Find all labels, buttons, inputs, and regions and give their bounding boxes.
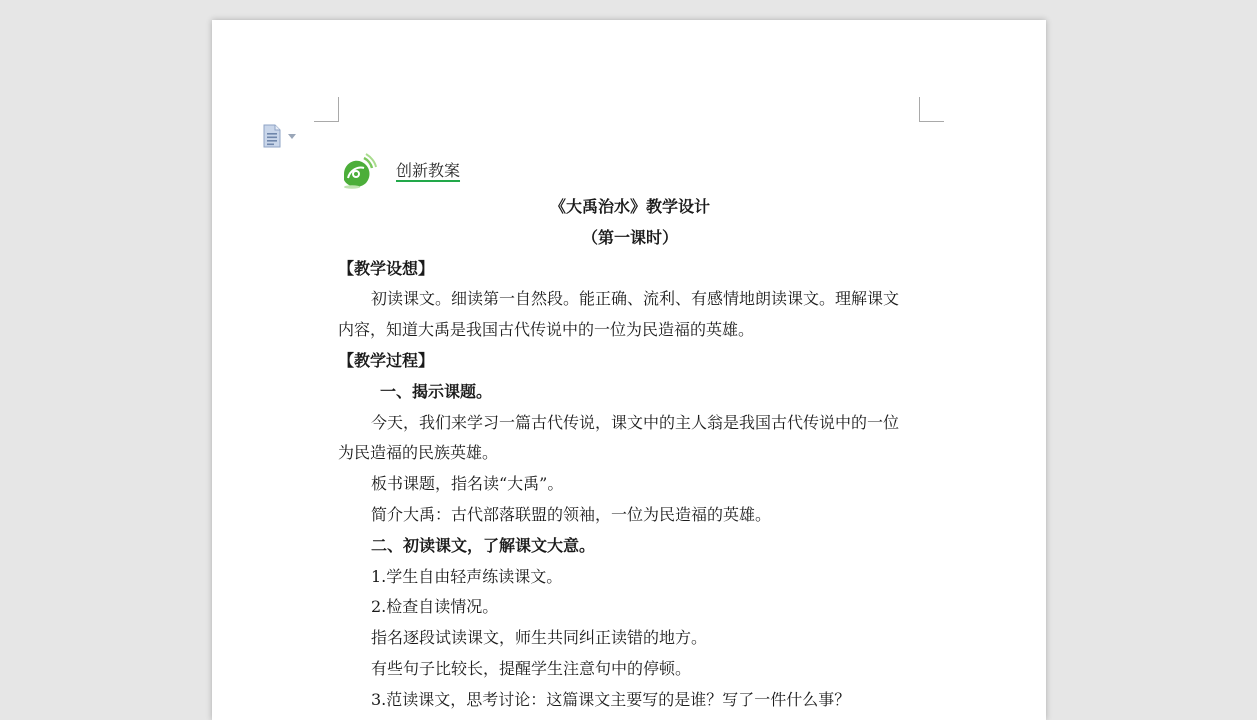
list-item: 2.检查自读情况。 (371, 597, 499, 617)
paste-options-button[interactable] (262, 124, 304, 148)
paragraph-line: 有些句子比较长，提醒学生注意句中的停顿。 (371, 658, 692, 678)
step-heading-1: 一、揭示课题。 (380, 381, 493, 401)
header-logo-row (338, 152, 922, 192)
paragraph-line: 板书课题，指名读“大禹”。 (371, 474, 564, 494)
document-content[interactable] (338, 152, 922, 716)
paragraph-line: 内容，知道大禹是我国古代传说中的一位为民造福的英雄。 (338, 320, 755, 340)
green-leaf-logo-icon (338, 152, 378, 192)
document-subtitle: （第一课时） (581, 227, 678, 247)
paragraph-line: 今天，我们来学习一篇古代传说，课文中的主人翁是我国古代传说中的一位 (371, 412, 900, 432)
document-icon (262, 124, 282, 148)
list-item: 3.范读课文，思考讨论：这篇课文主要写的是谁？写了一件什么事？ (371, 689, 851, 709)
paragraph-line: 简介大禹：古代部落联盟的领袖，一位为民造福的英雄。 (371, 504, 772, 524)
chevron-down-icon (288, 134, 296, 139)
brand-name[interactable]: 创新教案 (396, 160, 461, 180)
paragraph-line: 指名逐段试读课文，师生共同纠正读错的地方。 (371, 628, 708, 648)
paragraph-line: 为民造福的民族英雄。 (338, 443, 499, 463)
margin-corner-top-right (919, 97, 944, 122)
margin-corner-top-left (314, 97, 339, 122)
document-title: 《大禹治水》教学设计 (549, 197, 710, 216)
section-heading-teaching-concept: 【教学设想】 (338, 258, 435, 278)
paragraph-line: 初读课文。细读第一自然段。能正确、流利、有感情地朗读课文。理解课文 (371, 289, 900, 309)
section-heading-teaching-process: 【教学过程】 (338, 350, 435, 370)
list-item: 1.学生自由轻声练读课文。 (371, 566, 563, 586)
step-heading-2: 二、初读课文，了解课文大意。 (371, 535, 596, 555)
